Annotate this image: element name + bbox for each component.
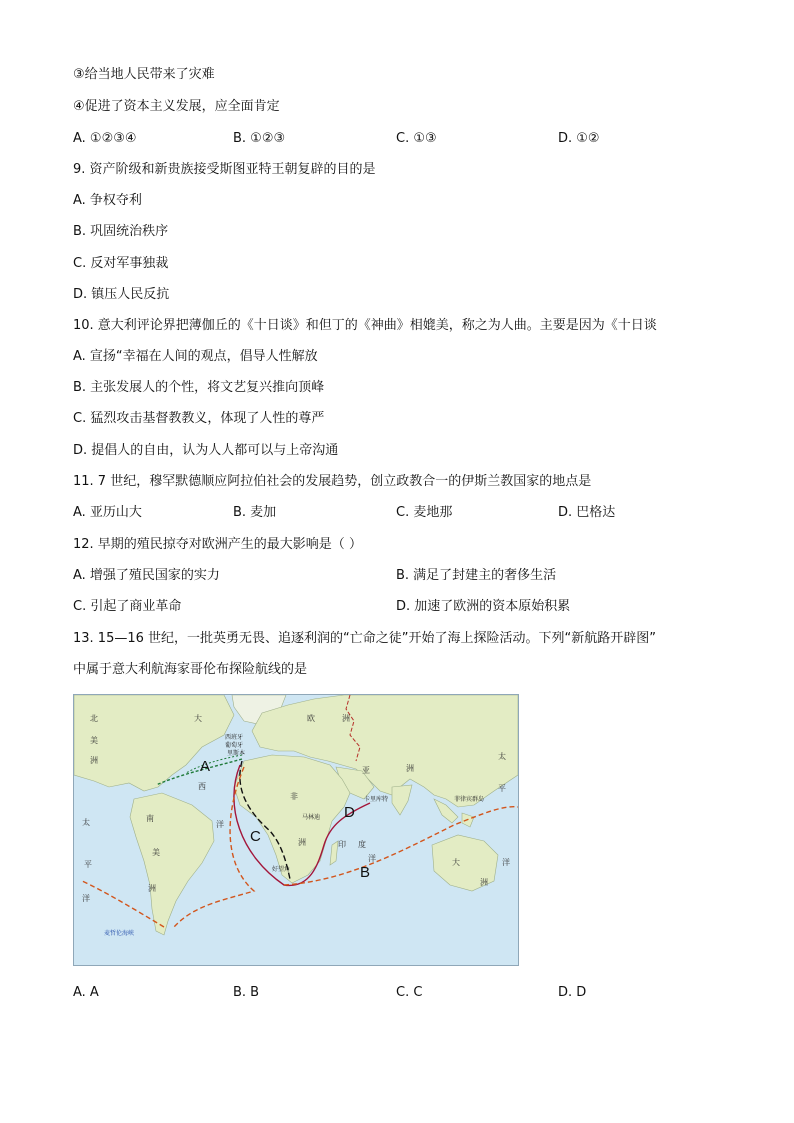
q8-statement-4: ④促进了资本主义发展，应全面肯定 — [73, 99, 280, 114]
europe-char-1: 欧 — [307, 714, 315, 723]
q10-stem: 10. 意大利评论界把薄伽丘的《十日谈》和但丁的《神曲》相媲美，称之为人曲。主要是因为《十日谈 — [73, 318, 657, 333]
south-america-char-2: 美 — [152, 848, 160, 857]
q9-option-d[interactable]: D. 镇压人民反抗 — [73, 287, 170, 302]
malindi-label: 马林迪 — [302, 814, 321, 821]
route-label-a: A — [200, 758, 211, 775]
atlantic-char-1: 大 — [194, 714, 202, 723]
q10-option-a[interactable]: A. 宣扬“幸福在人间的观点，倡导人性解放 — [73, 349, 318, 364]
q11-stem: 11. 7 世纪，穆罕默德顺应阿拉伯社会的发展趋势，创立政教合一的伊斯兰教国家的地点是 — [73, 474, 592, 489]
q13-option-a[interactable]: A. A — [73, 985, 99, 1000]
q10-option-c[interactable]: C. 猛烈攻击基督教教义，体现了人性的尊严 — [73, 411, 325, 426]
pacific-west-char-2: 平 — [84, 860, 92, 869]
q9-option-a[interactable]: A. 争权夺利 — [73, 193, 142, 208]
q12-option-d[interactable]: D. 加速了欧洲的资本原始积累 — [396, 599, 571, 614]
south-america-char-3: 洲 — [148, 884, 156, 893]
africa-char-2: 洲 — [298, 838, 306, 847]
indian-char-1: 印 — [338, 840, 346, 849]
route-label-b: B — [360, 864, 371, 881]
q8-option-d[interactable]: D. ①② — [558, 131, 600, 146]
q11-option-b[interactable]: B. 麦加 — [233, 505, 277, 520]
north-america-char-3: 洲 — [90, 756, 98, 765]
philippines-label: 菲律宾群岛 — [454, 796, 485, 803]
q10-option-d[interactable]: D. 提倡人的自由，认为人人都可以与上帝沟通 — [73, 443, 339, 458]
north-america-char-2: 美 — [90, 736, 98, 745]
route-label-d: D — [344, 804, 355, 821]
oceania-char-2: 洋 — [502, 858, 510, 867]
q13-option-c[interactable]: C. C — [396, 985, 423, 1000]
north-america-char-1: 北 — [90, 714, 98, 723]
europe-char-2: 洲 — [342, 714, 350, 723]
pacific-west-char-3: 洋 — [82, 894, 90, 903]
portugal-label: 葡萄牙 — [225, 742, 244, 749]
q13-stem-line1: 13. 15—16 世纪，一批英勇无畏、追逐利润的“亡命之徒”开始了海上探险活动。下列“新航路开辟图” — [73, 631, 656, 646]
route-label-c: C — [250, 828, 261, 845]
q11-option-c[interactable]: C. 麦地那 — [396, 505, 453, 520]
q11-option-a[interactable]: A. 亚历山大 — [73, 505, 142, 520]
q8-option-a[interactable]: A. ①②③④ — [73, 131, 137, 146]
q10-option-b[interactable]: B. 主张发展人的个性，将文艺复兴推向顶峰 — [73, 380, 325, 395]
q9-option-c[interactable]: C. 反对军事独裁 — [73, 256, 169, 271]
q12-option-c[interactable]: C. 引起了商业革命 — [73, 599, 182, 614]
magellan-strait-label: 麦哲伦海峡 — [104, 930, 135, 937]
q9-stem: 9. 资产阶级和新贵族接受斯图亚特王朝复辟的目的是 — [73, 162, 376, 177]
q8-option-c[interactable]: C. ①③ — [396, 131, 437, 146]
q9-option-b[interactable]: B. 巩固统治秩序 — [73, 224, 169, 239]
oceania-char-1: 大 — [452, 858, 460, 867]
q12-option-a[interactable]: A. 增强了殖民国家的实力 — [73, 568, 220, 583]
q8-statement-3: ③给当地人民带来了灾难 — [73, 67, 215, 82]
q13-stem-line2: 中属于意大利航海家哥伦布探险航线的是 — [73, 662, 308, 677]
q13-option-b[interactable]: B. B — [233, 985, 260, 1000]
africa-char-1: 非 — [290, 792, 298, 801]
indian-char-2: 度 — [358, 840, 366, 849]
lisbon-label: 里斯本 — [227, 750, 246, 757]
q13-option-d[interactable]: D. D — [558, 985, 587, 1000]
oceania-char-3: 洲 — [480, 878, 488, 887]
cape-of-good-hope-label: 好望角 — [272, 866, 291, 873]
asia-char-1: 亚 — [362, 766, 370, 775]
calicut-label: 卡里库特 — [364, 796, 389, 803]
pacific-west-char-1: 太 — [82, 818, 90, 827]
atlantic-char-3: 洋 — [216, 820, 224, 829]
q8-option-b[interactable]: B. ①②③ — [233, 131, 286, 146]
q12-stem: 12. 早期的殖民掠夺对欧洲产生的最大影响是（ ） — [73, 537, 362, 552]
indian-char-3: 洋 — [368, 854, 376, 863]
q12-option-b[interactable]: B. 满足了封建主的奢侈生活 — [396, 568, 557, 583]
q11-option-d[interactable]: D. 巴格达 — [558, 505, 616, 520]
pacific-east-char-1: 太 — [498, 752, 506, 761]
spain-label: 西班牙 — [225, 734, 244, 741]
pacific-east-char-2: 平 — [498, 784, 506, 793]
asia-char-2: 洲 — [406, 764, 414, 773]
south-america-char-1: 南 — [146, 814, 154, 823]
new-sea-routes-map — [73, 694, 519, 966]
atlantic-char-2: 西 — [198, 782, 206, 791]
